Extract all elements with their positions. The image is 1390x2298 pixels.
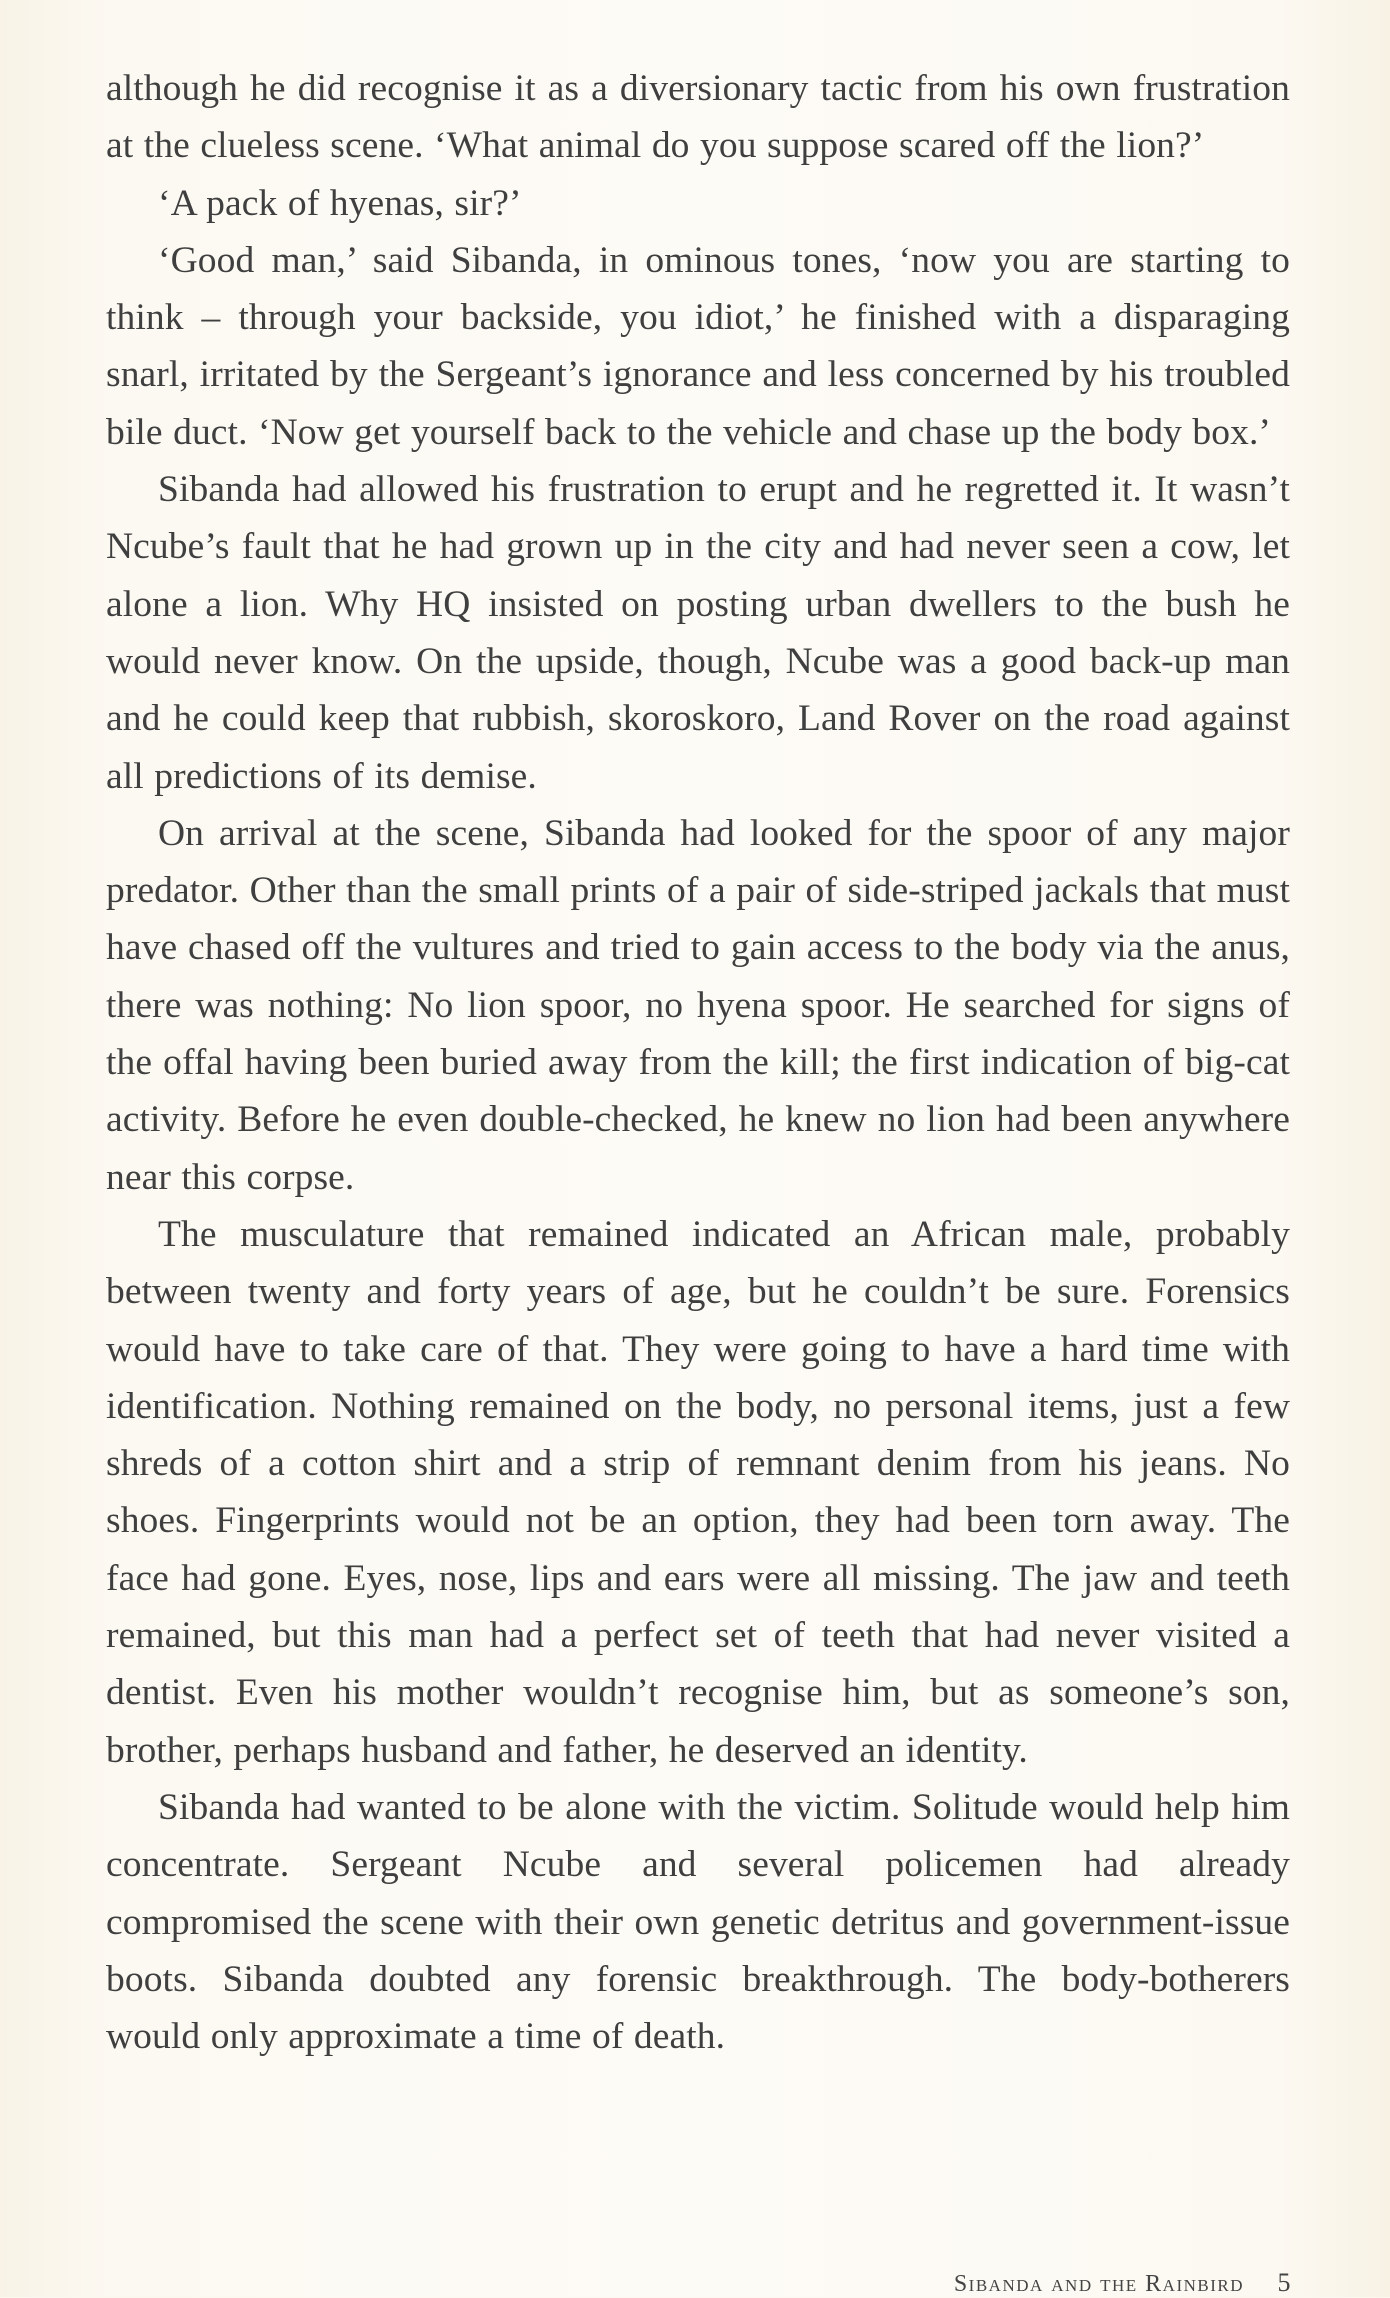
paragraph-6: The musculature that remained indicated an African male, probably between twenty and forty years of age, but he couldn’t be sure. Forensics would have to take care of that. They were going to have a hard time with identification. Nothing remained on the body, no personal items, just a few shreds of a cotton shirt and a strip of remnant denim from his jeans. No shoes. Fingerprints would not be an option, they had been torn away. The face had gone. Eyes, nose, lips and ears were all missing. The jaw and teeth remained, but this man had a perfect set of teeth that had never visited a dentist. Even his mother wouldn’t recognise him, but as someone’s son, brother, perhaps husband and father, he deserved an identity. bbox=[106, 1213, 1290, 1771]
paragraph-7: Sibanda had wanted to be alone with the victim. Solitude would help him concentrate. Sergeant Ncube and several policemen had already compromised the scene with their own genetic detritus and government-issue boots. Sibanda doubted any forensic breakthrough. The body-botherers would only approximate a time of death. bbox=[106, 1786, 1290, 2058]
page-footer bbox=[954, 2268, 1292, 2298]
paragraph-5: On arrival at the scene, Sibanda had looked for the spoor of any major predator. Other than the small prints of a pair of side-striped jackals that must have chased off the vultures and tried to gain access to the body via the anus, there was nothing: No lion spoor, no hyena spoor. He searched for signs of the offal having been buried away from the kill; the first indication of big-cat activity. Before he even double-checked, he knew no lion had been anywhere near this corpse. bbox=[106, 812, 1290, 1198]
page-number: 5 bbox=[1277, 2268, 1292, 2297]
body-text bbox=[106, 60, 1290, 2065]
paragraph-1: although he did recognise it as a diversionary tactic from his own frustration at the clueless scene. ‘What animal do you suppose scared off the lion?’ bbox=[106, 68, 1290, 167]
paragraph-2: ‘A pack of hyenas, sir?’ bbox=[158, 182, 522, 224]
running-title: Sibanda and the Rainbird bbox=[953, 2271, 1244, 2297]
paragraph-4: Sibanda had allowed his frustration to erupt and he regretted it. It wasn’t Ncube’s fault that he had grown up in the city and had never seen a cow, let alone a lion. Why HQ insisted on posting urban dwellers to the bush he would never know. On the upside, though, Ncube was a good back-up man and he could keep that rubbish, skoroskoro, Land Rover on the road against all predictions of its demise. bbox=[106, 469, 1290, 797]
paragraph-3: ‘Good man,’ said Sibanda, in ominous tones, ‘now you are starting to think – through your backside, you idiot,’ he finished with a disparaging snarl, irritated by the Sergeant’s ignorance and less concerned by his troubled bile duct. ‘Now get yourself back to the vehicle and chase up the body box.’ bbox=[106, 239, 1290, 453]
